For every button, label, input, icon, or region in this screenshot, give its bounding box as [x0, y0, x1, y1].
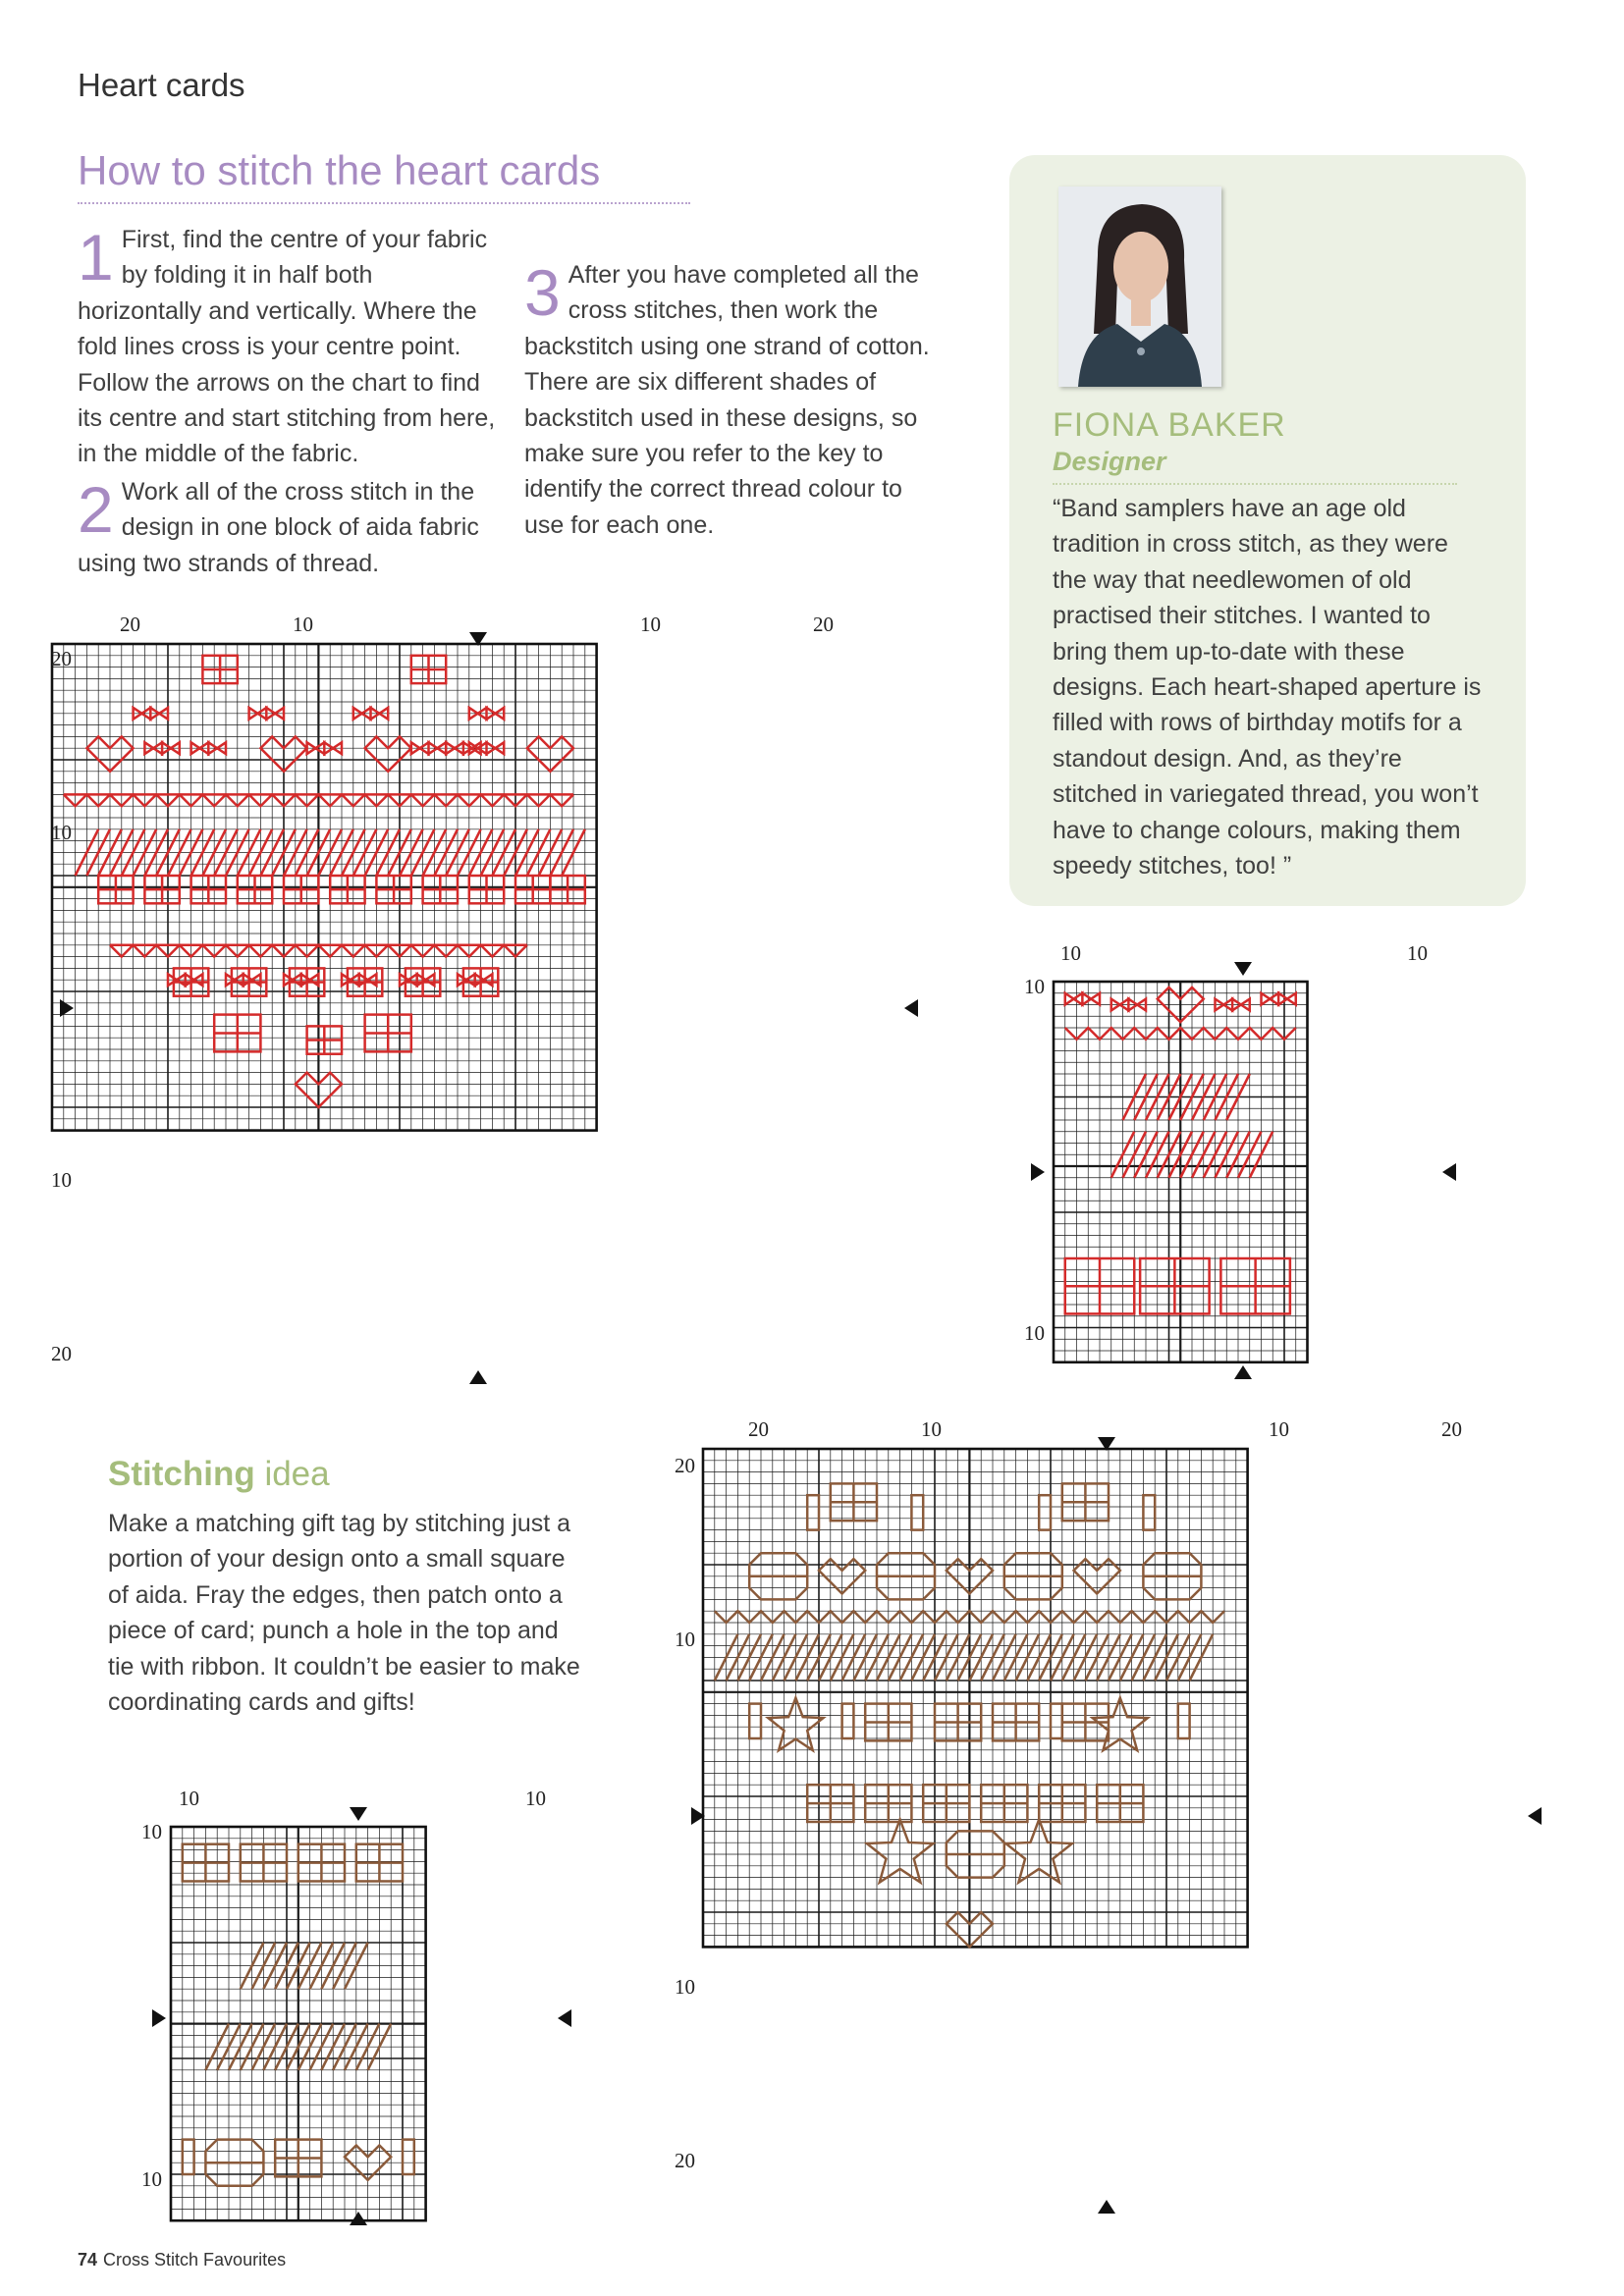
chart-brown-large-top-label-2: 10 [921, 1417, 942, 1441]
chart-red-large-left-label-4: 20 [51, 1342, 72, 1365]
step-3-text: After you have completed all the cross stitches, then work the backstitch using one strand of cotton. There are six different shades of backstitch used in these designs, so make sure you refer to the key to identify the correct thread colour to use for each one. [524, 261, 930, 539]
idea-title [108, 1455, 330, 1494]
designer-photo [1058, 187, 1221, 387]
chart-red-small-center-arrow-left [1031, 1163, 1045, 1181]
step-1 [78, 222, 500, 472]
chart-brown-large-center-arrow-bottom [1098, 2200, 1115, 2214]
step-1-text: First, find the centre of your fabric by folding it in half both horizontally and vertically. Where the fold lines cross is your centre point. Follow the arrows on the chart to find its centre and start stitching from here, in the middle of the fabric. [78, 226, 496, 468]
chart-brown-small-left-label-1: 10 [141, 1820, 162, 1843]
chart-red-large-left-label-3: 10 [51, 1168, 72, 1192]
step-2 [78, 474, 500, 581]
step-3 [524, 257, 937, 543]
magazine-name: Cross Stitch Favourites [103, 2250, 287, 2269]
chart-red-small-top-label-2: 10 [1407, 942, 1428, 965]
chart-brown-large-top-label-4: 20 [1441, 1417, 1462, 1441]
chart-red-small-center-arrow-top [1234, 962, 1252, 976]
chart-red-large-center-arrow-right [904, 999, 918, 1017]
title-rule [78, 202, 690, 204]
chart-brown-large [668, 1414, 1551, 2218]
chart-red-large-top-label-1: 20 [120, 613, 140, 636]
page-number: 74 [78, 2250, 98, 2269]
chart-brown-small-center-arrow-right [558, 2009, 571, 2027]
chart-brown-small-center-arrow-bottom [350, 2212, 367, 2225]
step-2-continued [524, 222, 937, 257]
chart-brown-large-top-label-3: 10 [1269, 1417, 1289, 1441]
designer-quote: “Band samplers have an age old tradition in cross stitch, as they were the way that needlewomen of old practised their stitches. I wanted to bring them up-to-date with these designs. Each heart-shaped aperture is filled with rows of birthday motifs for a standout design. And, as they’re stitched in variegated thread, you won’t have to change colours, making them speedy stitches, too! ” [1053, 495, 1482, 881]
chart-red-large-top-label-2: 10 [293, 613, 313, 636]
idea-title-bold: Stitching [108, 1455, 255, 1493]
chart-brown-small-top-label-1: 10 [179, 1787, 199, 1810]
chart-red-large-motifs [64, 656, 585, 1107]
chart-brown-small-left-label-2: 10 [141, 2167, 162, 2191]
chart-brown-small-top-label-2: 10 [525, 1787, 546, 1810]
chart-brown-large-center-arrow-right [1528, 1807, 1542, 1825]
instructions-column-1 [78, 222, 500, 581]
chart-red-small-grid [1054, 982, 1308, 1362]
chart-brown-large-left-label-3: 10 [675, 1975, 695, 1999]
step-2-number: 2 [78, 472, 114, 546]
step-1-number: 1 [78, 221, 114, 294]
chart-red-large-left-label-2: 10 [51, 821, 72, 844]
idea-text: Make a matching gift tag by stitching just a portion of your design onto a small square of aida. Fray the edges, then patch onto a piece of card; punch a hole in the top and tie with ribbon. It couldn’t be easier to make coordinating cards and gifts! [108, 1510, 580, 1717]
designer-rule [1053, 483, 1457, 485]
designer-name: FIONA BAKER [1053, 406, 1286, 444]
idea-title-rest: idea [254, 1455, 330, 1493]
chart-brown-large-left-label-2: 10 [675, 1628, 695, 1651]
chart-red-small-top-label-1: 10 [1060, 942, 1081, 965]
chart-red-small-center-arrow-right [1442, 1163, 1456, 1181]
chart-brown-small-center-arrow-top [350, 1807, 367, 1821]
instructions-column-2 [524, 222, 937, 543]
step-2-text: Work all of the cross stitch in the design in one block of aida fabric using two strands of thread. [78, 477, 479, 577]
section-title: Heart cards [78, 67, 245, 103]
step-3-number: 3 [524, 256, 561, 329]
chart-red-small-left-label-2: 10 [1024, 1321, 1045, 1345]
chart-red-small-left-label-1: 10 [1024, 975, 1045, 998]
chart-red-large-center-arrow-bottom [469, 1370, 487, 1384]
article-title: How to stitch the heart cards [78, 147, 601, 193]
chart-brown-large-grid [703, 1449, 1248, 1947]
chart-brown-small [128, 1782, 579, 2233]
chart-red-large [39, 609, 923, 1394]
designer-role: Designer [1053, 447, 1166, 476]
chart-red-small-center-arrow-bottom [1234, 1365, 1252, 1379]
chart-brown-small-center-arrow-left [152, 2009, 166, 2027]
chart-red-small [1016, 942, 1468, 1384]
chart-red-large-top-label-4: 20 [813, 613, 834, 636]
chart-brown-large-left-label-4: 20 [675, 2149, 695, 2172]
page-footer [78, 2250, 286, 2270]
chart-red-large-top-label-3: 10 [640, 613, 661, 636]
chart-red-large-left-label-1: 20 [51, 647, 72, 670]
chart-brown-large-top-label-1: 20 [748, 1417, 769, 1441]
chart-brown-large-left-label-1: 20 [675, 1454, 695, 1477]
